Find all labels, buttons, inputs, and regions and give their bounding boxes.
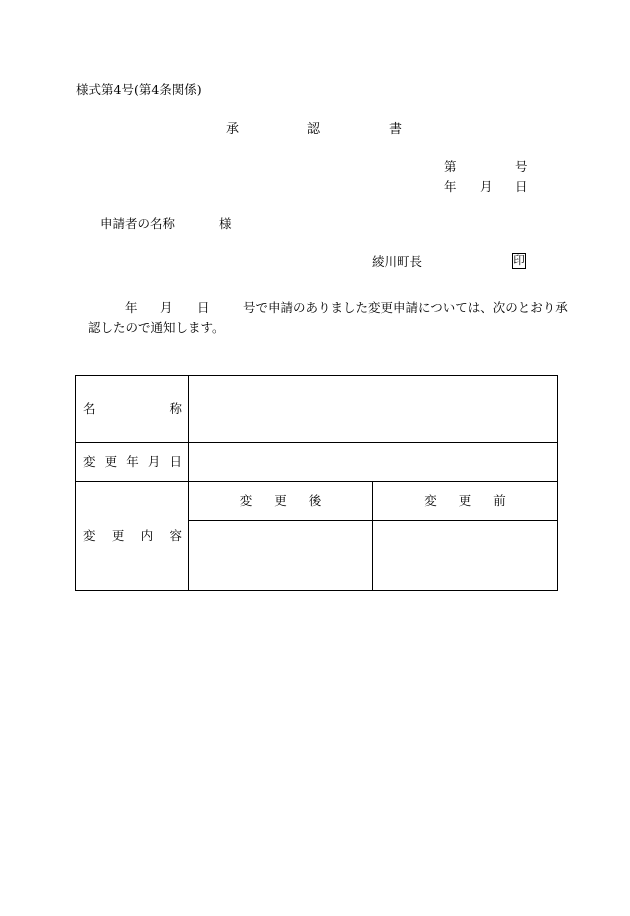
before-header-char-1: 変	[424, 492, 437, 508]
body-month-label: 月	[160, 300, 173, 315]
table-row-content-header	[76, 482, 558, 521]
body-day-label: 日	[197, 300, 210, 315]
name-label-char-2: 称	[169, 400, 182, 416]
after-change-value-cell	[189, 521, 373, 591]
change-date-label-char-1: 変	[83, 453, 96, 469]
before-change-header	[373, 482, 558, 521]
before-change-value-cell	[373, 521, 558, 591]
issuer-name: 綾川町長	[372, 254, 423, 269]
before-header-char-2: 更	[458, 492, 472, 508]
change-content-label-cell	[76, 482, 189, 591]
after-header-char-1: 変	[239, 492, 253, 508]
change-date-label-cell	[76, 443, 189, 482]
change-content-label-char-4: 容	[169, 527, 182, 543]
number-suffix: 号	[515, 159, 528, 174]
change-content-label-char-2: 更	[111, 527, 125, 543]
change-date-label-char-3: 年	[126, 453, 139, 469]
applicant-honorific: 様	[219, 216, 232, 231]
after-header-char-2: 更	[274, 492, 287, 508]
change-content-label-char-3: 内	[140, 527, 154, 543]
body-text-line1: 号で申請のありました変更申請については、次のとおり承	[243, 300, 568, 315]
name-value-cell	[189, 376, 558, 443]
date-month-label: 月	[480, 179, 493, 194]
title-char-2: 認	[307, 122, 321, 137]
title-char-1: 承	[226, 122, 240, 137]
number-prefix: 第	[444, 159, 457, 174]
change-date-value-cell	[189, 443, 558, 482]
table-row-change-date	[76, 443, 558, 482]
change-details-table	[75, 375, 558, 591]
form-number-label: 様式第4号(第4条関係)	[76, 82, 202, 97]
applicant-name-label: 申請者の名称	[100, 216, 176, 231]
date-day-label: 日	[515, 179, 528, 194]
name-label-cell	[76, 376, 189, 443]
change-date-label-char-5: 日	[169, 453, 182, 469]
change-date-label-char-4: 月	[147, 453, 161, 469]
date-year-label: 年	[444, 179, 457, 194]
before-header-char-3: 前	[493, 492, 506, 508]
title-char-3: 書	[389, 122, 403, 137]
name-label-char-1: 名	[83, 400, 96, 416]
body-year-label: 年	[125, 300, 138, 315]
change-content-label-char-1: 変	[83, 527, 96, 543]
after-header-char-3: 後	[308, 492, 322, 508]
change-date-label-char-2: 更	[104, 453, 118, 469]
body-text-line2: 認したので通知します。	[88, 320, 225, 335]
table-row-name	[76, 376, 558, 443]
seal-box: 印	[513, 253, 525, 268]
after-change-header	[189, 482, 373, 521]
